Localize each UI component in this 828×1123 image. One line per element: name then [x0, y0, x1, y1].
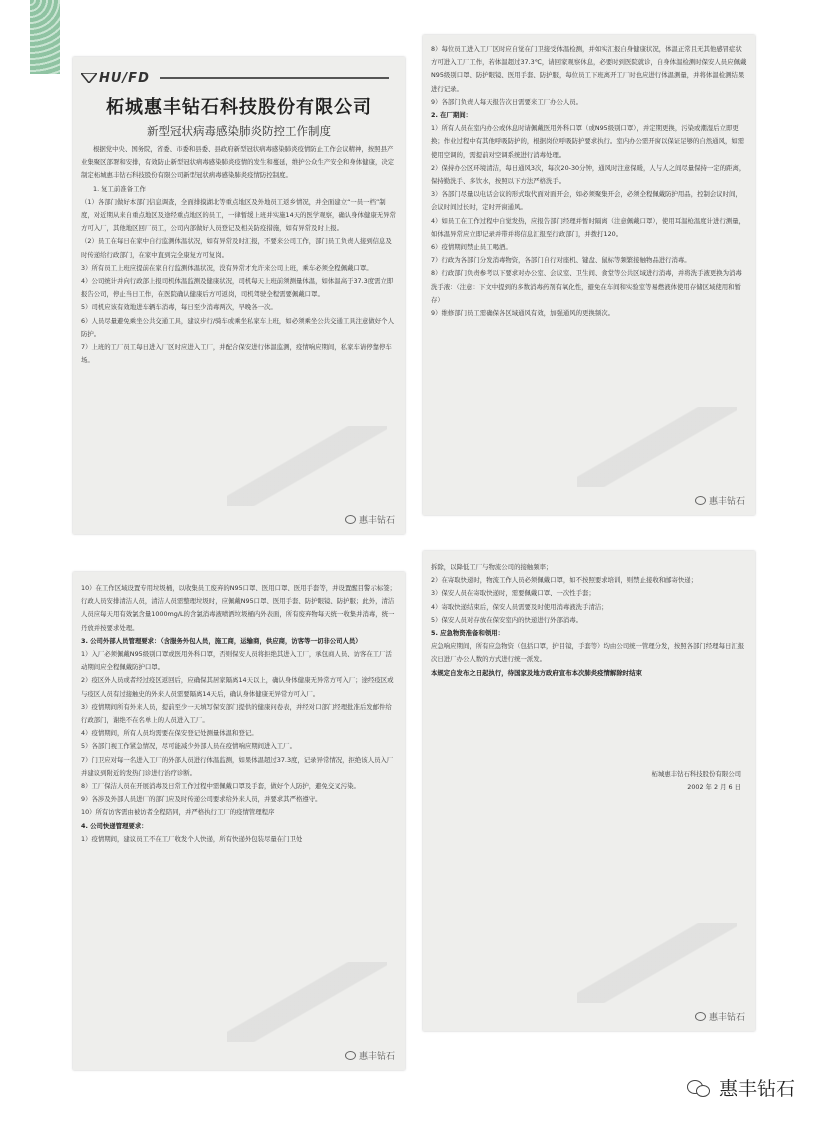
wechat-icon: [345, 515, 356, 524]
watermark-text: 惠丰钻石: [358, 1052, 395, 1062]
paragraph: 8）每位员工进入工厂区时应自觉在门卫接受体温检测，并如实汇报自身健康状况，体温正常且无其他感冒症状方可进入工厂工作，若体温超过37.3℃，请回家观察休息，必要时到医院就诊，自身体温检测时保安人员应佩戴N95级别口罩、防护眼镜、医用手套、防护服，每位员工下班离开工厂时也应进行体温测量，并将体温检测结果进行记录。: [431, 45, 747, 93]
wechat-icon: [695, 1012, 706, 1021]
paragraph: 7）上班的工厂员工每日进入厂区时应进入工厂，并配合保安进行体温监测，疫情响应期间，私家车请停靠停车场。: [81, 343, 392, 365]
page-body: [81, 143, 397, 367]
paragraph: 10）在工作区域设置专用垃圾桶，以收集员工废弃的N95口罩、医用口罩、医用手套等，并设置醒目警示标签；行政人员安排清洁人员，清洁人员需整理垃圾时，应佩戴N95口罩、医用手套、防护眼镜、防护服；此外，清洁人员应每天用有效氯含量1000mg/L的含氯消毒液喷洒垃圾桶内外表面，所有废弃物每天统一收集并消毒，统一丹放并按要求处理。: [81, 584, 397, 632]
paragraph: 9）各涉及外部人员进厂的部门应及时传递公司要求给外来人员，并要求其严格遵守。: [81, 795, 322, 804]
paragraph: 8）工厂保洁人员在开展消毒及日常工作过程中需佩戴口罩及手套，做好个人防护，避免交叉污染。: [81, 782, 360, 791]
document-page-2: [423, 35, 755, 515]
paragraph: 1. 复工前准备工作: [93, 184, 146, 193]
paragraph: （1）各部门做好本部门信息调查，全面排摸湖北等重点地区及外地员工返乡情况，并全面建立“一员一档”制度，对近期从来自重点地区及途经重点地区的员工，一律暂缓上班并实施14天的医学观察，确认身体健康无异常方可入厂，其他地区回厂员工，公司内部做好人员登记及相关防疫措施，如有异常及时上报。: [81, 197, 396, 233]
letterhead-rule: [160, 77, 389, 79]
document-page-3: [73, 572, 405, 1070]
watermark-text: 惠丰钻石: [708, 1013, 745, 1023]
paragraph: 5）司机应该有效地进车辆车消毒，每日至少消毒两次，早晚各一次。: [81, 303, 277, 312]
paragraph: 10）所有访客需由被访者全程陪同，并严格执行工厂的疫情管理程序: [81, 808, 275, 817]
page-body: [81, 582, 397, 846]
paragraph: 1）疫情期间，建议员工不在工厂收发个人快递，所有快递外包装尽量在门卫处: [81, 834, 303, 843]
company-logo: [81, 71, 150, 86]
letterhead: [81, 67, 397, 89]
paragraph: 9）各部门负责人每天报告次日需要来工厂办公人员。: [431, 97, 583, 106]
paragraph: 拆除，以降低工厂与物流公司的接触频率；: [431, 563, 553, 571]
paragraph: 2）疫区外人员或者经过疫区返回后，应确保其居家隔离14天以上，确认身体健康无异常方可入厂；途经疫区或与疫区人员有过接触史的外来人员需要隔离14天后，确认身体健康无异常方可入厂。: [81, 676, 394, 698]
paragraph: 3）疫情期间所有外来人员，提前至少一天填写保安部门提供的健康问卷表，并经对口部门经理批准后发邮件给行政部门，谢绝不在名单上的人员进入工厂。: [81, 702, 392, 725]
paragraph: 本规定自发布之日起执行，待国家及地方政府宣布本次肺炎疫情解除时结束: [431, 668, 642, 677]
watermark: [345, 513, 395, 526]
watermark: [345, 1049, 395, 1062]
paragraph: 4）如员工在工作过程中自觉发热，应报告部门经理并暂时隔离（注意佩戴口罩），使用耳温枪温度计进行测量，如体温异常应立即记录并带并将信息汇报至行政部门，并拨打120。: [431, 216, 746, 238]
document-page-4: [423, 551, 755, 1031]
paragraph: 根据党中央、国务院，省委、市委和县委、县政府新型冠状病毒感染肺炎疫情防止工作会议精神，按照县产业集聚区部署和安排，有效防止新型冠状病毒感染肺炎疫情的发生和蔓延，维护公众生产安全和身体健康，决定制定柘城惠丰钻石科技股份有限公司新型冠状病毒感染肺炎疫情防控制度。: [81, 145, 395, 180]
paragraph: 6）人员尽量避免乘坐公共交通工具，建议步行/骑车或乘坐私家车上班，如必须乘坐公共交通工具注意做好个人防护。: [81, 316, 394, 338]
paragraph: 3）保安人员在寄取快递时，需要佩戴口罩、一次性手套；: [431, 589, 595, 598]
paragraph: 3）各部门尽量以电话会议的形式取代面对面开会，如必须聚集开会，必须全程佩戴防护用品，控制会议时间，会议时间过长时，定时开窗通风。: [431, 190, 742, 212]
page-body: [431, 561, 747, 680]
paragraph: 应急响应期间，所有应急物资（包括口罩，护目镜，手套等）均由公司统一管理分发，按照各部门经理每日汇报次日进厂办公人数的方式进行统一派发。: [431, 642, 745, 664]
footer-brand: [687, 1074, 795, 1101]
logo-text: HU/FD: [99, 70, 150, 86]
paragraph: 5）保安人员对存放在保安室内的快递进行外部消毒。: [431, 615, 583, 624]
paragraph: 2. 在厂期间：: [431, 111, 473, 120]
wechat-icon: [695, 496, 706, 505]
paragraph: 4）寄取快递结束后，保安人员需要及时使用消毒液洗手清洁；: [431, 602, 608, 611]
document-title: 新型冠状病毒感染肺炎防控工作制度: [147, 124, 331, 138]
paragraph: 2）在寄取快递时，物流工作人员必须佩戴口罩，如不按照要求培训，则禁止接收和邮寄快递；: [431, 576, 698, 585]
paragraph: 9）维修部门员工需确保各区域通风有效，加强通风的更换频次。: [431, 309, 615, 318]
paragraph: 6）疫情期间禁止员工喝酒。: [431, 243, 512, 252]
corner-pattern: [30, 0, 60, 74]
paragraph: 1）所有人员在室内办公或休息时请佩戴医用外科口罩（或N95级别口罩），并定期更换，污染或潮湿后立即更换；作业过程中有其他呼吸防护的，根据岗位呼吸防护要求执行。室内办公需开窗以保证足够的自然通风，如需使用空调的，需提前对空调系统进行消毒处理。: [431, 124, 745, 159]
paragraph: 3）所有员工上班应提前在家自行监测体温状况，没有异常才允许来公司上班，乘车必须全程佩戴口罩。: [81, 263, 373, 272]
paragraph: 2）保持办公区环境清洁，每日通风3次，每次20-30分钟，通风时注意保暖，人与人之间尽量保持一定的距离，保持勤洗手、多饮水，按照以下方法严格洗手。: [431, 163, 746, 186]
paragraph: 7）门卫应对每一名进入工厂的外部人员进行体温监测，如果体温超过37.3度，记录异常情况，拒绝该人员入厂并建议到附近的发热门诊进行治疗诊断。: [81, 755, 394, 777]
wechat-icon: [345, 1051, 356, 1060]
paragraph: 7）行政为各部门分发消毒物资，各部门自行对座机、键盘、鼠标等频繁接触物品进行消毒。: [431, 256, 691, 265]
page-body: [431, 43, 747, 320]
paragraph: 4）公司统计并向行政部上报司机体温监测及健康状况，司机每天上班前须测量体温，如体温高于37.3度需立即报告公司，停止当日工作，在医院确认健康后方可返岗，司机驾驶全程需要佩戴口罩。: [81, 277, 394, 299]
watermark: [695, 494, 745, 507]
paragraph: （2）员工在每日在家中自行监测体温状况，如有异常及时汇报，不要来公司工作，部门员工负责人接到信息及时传递给行政部门，在家中直到完全康复方可复岗。: [81, 237, 392, 259]
watermark: [695, 1010, 745, 1023]
footer-brand-name: 惠丰钻石: [719, 1078, 796, 1100]
paragraph: 4）疫情期间，所有人员均需要在保安登记处测量体温和登记。: [81, 729, 258, 738]
paragraph: 5）各部门视工作紧急情况，尽可能减少外部人员在疫情响应期间进入工厂。: [81, 742, 296, 751]
paragraph: 5. 应急物资准备和领用：: [431, 629, 505, 638]
signature-date: 2002 年 2 月 6 日: [687, 783, 741, 792]
signature-block: [431, 768, 747, 794]
signature-company: 柘城惠丰钻石科技股份有限公司: [651, 769, 741, 778]
paragraph: 1）入厂必须佩戴N95级别口罩或医用外科口罩，否则保安人员将拒绝其进入工厂，承包商人员、访客在工厂活动期间应全程佩戴防护口罩。: [81, 650, 392, 672]
document-page-1: [73, 57, 405, 534]
company-name: 柘城惠丰钻石科技股份有限公司: [106, 97, 372, 118]
wechat-icon: [687, 1078, 713, 1098]
paragraph: 8）行政部门负责参考以下要求对办公室、会议室、卫生间、食堂等公共区域进行消毒，并将洗手液更换为消毒洗手液：（注意：下文中提到的多数消毒药剂有氧化性，避免在车间和实验室等易燃液体使用存储区域使用和暂存）: [431, 269, 742, 304]
paragraph: 3. 公司外部人员管理要求：（含服务外包人员，施工商，运输商，供应商，访客等一切非公司人员）: [81, 636, 362, 645]
watermark-text: 惠丰钻石: [708, 497, 745, 507]
watermark-text: 惠丰钻石: [358, 516, 395, 526]
paragraph: 4. 公司快递管理要求：: [81, 821, 148, 830]
